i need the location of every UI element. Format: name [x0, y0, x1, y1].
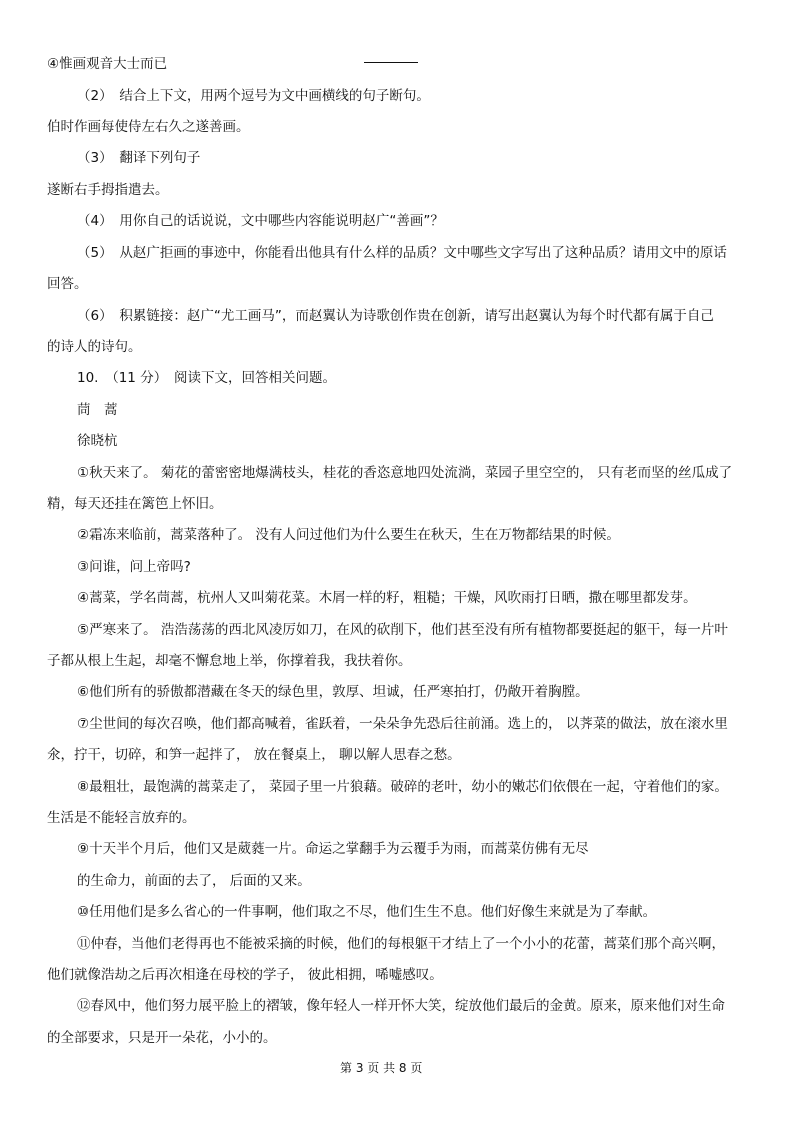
text-line: 回答。	[47, 276, 88, 292]
text-line: ⑤严寒来了。 浩浩荡荡的西北风凌厉如刀，在风的砍削下，他们甚至没有所有植物都要挺起的躯干，每一片叶	[77, 622, 728, 638]
text-line: （6） 积累链接：赵广“尤工画马”，而赵翼认为诗歌创作贵在创新，请写出赵翼认为每个时代都有属于自己	[77, 308, 714, 324]
page-footer: 第 3 页 共 8 页	[340, 1061, 423, 1075]
text-line: 的生命力，前面的去了， 后面的又来。	[77, 873, 311, 889]
text-line: ③问谁，问上帝吗?	[77, 559, 191, 575]
text-line: 遂断右手拇指遣去。	[47, 182, 169, 198]
text-line: （3） 翻译下列句子	[77, 150, 201, 166]
text-line: ⑥他们所有的骄傲都潜藏在冬天的绿色里，敦厚、坦诚，任严寒拍打，仍敞开着胸膛。	[77, 684, 589, 700]
text-line: ⑧最粗壮，最饱满的蒿菜走了， 菜园子里一片狼藉。破碎的老叶，幼小的嫩芯们依偎在一起，守着他们的家。	[77, 779, 728, 795]
text-line: ④惟画观音大士而已	[47, 56, 168, 72]
answer-blank-line	[364, 62, 418, 63]
article-title: 茼 蒿	[77, 402, 118, 418]
text-line: ⑫春风中，他们努力展平脸上的褶皱，像年轻人一样开怀大笑，绽放他们最后的金黄。原来，原来他们对生命	[77, 998, 725, 1014]
text-line: 他们就像浩劫之后再次相逢在母校的学子， 彼此相拥，唏嘘感叹。	[47, 967, 443, 983]
text-line: ①秋天来了。 菊花的蕾密密地爆满枝头，桂花的香恣意地四处流淌，菜园子里空空的， 只有老而坚的丝瓜成了	[77, 465, 733, 481]
text-line: ⑪仲春，当他们老得再也不能被采摘的时候，他们的每根躯干才结上了一个小小的花蕾，蒿菜们那个高兴啊，	[77, 936, 725, 952]
text-line: 子都从根上生起，却毫不懈怠地上举，你撑着我，我扶着你。	[47, 653, 412, 669]
text-line: 的诗人的诗句。	[47, 339, 142, 355]
text-line: ②霜冻来临前，蒿菜落种了。 没有人问过他们为什么要生在秋天，生在万物都结果的时候。	[77, 527, 620, 543]
text-line: （4） 用你自己的话说说，文中哪些内容能说明赵广“善画”？	[77, 213, 444, 229]
text-line: 精，每天还挂在篱笆上怀旧。	[47, 496, 223, 512]
question-heading: 10. （11 分） 阅读下文，回答相关问题。	[77, 370, 336, 386]
text-line: ⑦尘世间的每次召唤，他们都高喊着，雀跃着，一朵朵争先恐后往前涌。选上的， 以荠菜的做法，放在滚水里	[77, 716, 728, 732]
text-line: （2） 结合上下文，用两个逗号为文中画横线的句子断句。	[77, 88, 430, 104]
article-author: 徐晓杭	[77, 433, 118, 449]
text-line: ⑩任用他们是多么省心的一件事啊，他们取之不尽，他们生生不息。他们好像生来就是为了奉献。	[77, 904, 657, 920]
text-line: 生活是不能轻言放弃的。	[47, 810, 196, 826]
text-line: 的全部要求，只是开一朵花，小小的。	[47, 1030, 277, 1046]
text-line: ④蒿菜，学名茼蒿，杭州人又叫菊花菜。木屑一样的籽，粗糙；干燥，风吹雨打日晒，撒在哪里都发芽。	[77, 590, 697, 606]
text-line: 氽，拧干，切碎，和笋一起拌了， 放在餐桌上， 聊以解人思春之愁。	[47, 747, 461, 763]
text-line: ⑨十天半个月后，他们又是葳蕤一片。命运之掌翻手为云覆手为雨，而蒿菜仿佛有无尽	[77, 841, 589, 857]
text-line: （5） 从赵广拒画的事迹中，你能看出他具有什么样的品质？文中哪些文字写出了这种品质？请用文中的原话	[77, 245, 727, 261]
text-line: 伯时作画每使侍左右久之遂善画。	[47, 119, 250, 135]
